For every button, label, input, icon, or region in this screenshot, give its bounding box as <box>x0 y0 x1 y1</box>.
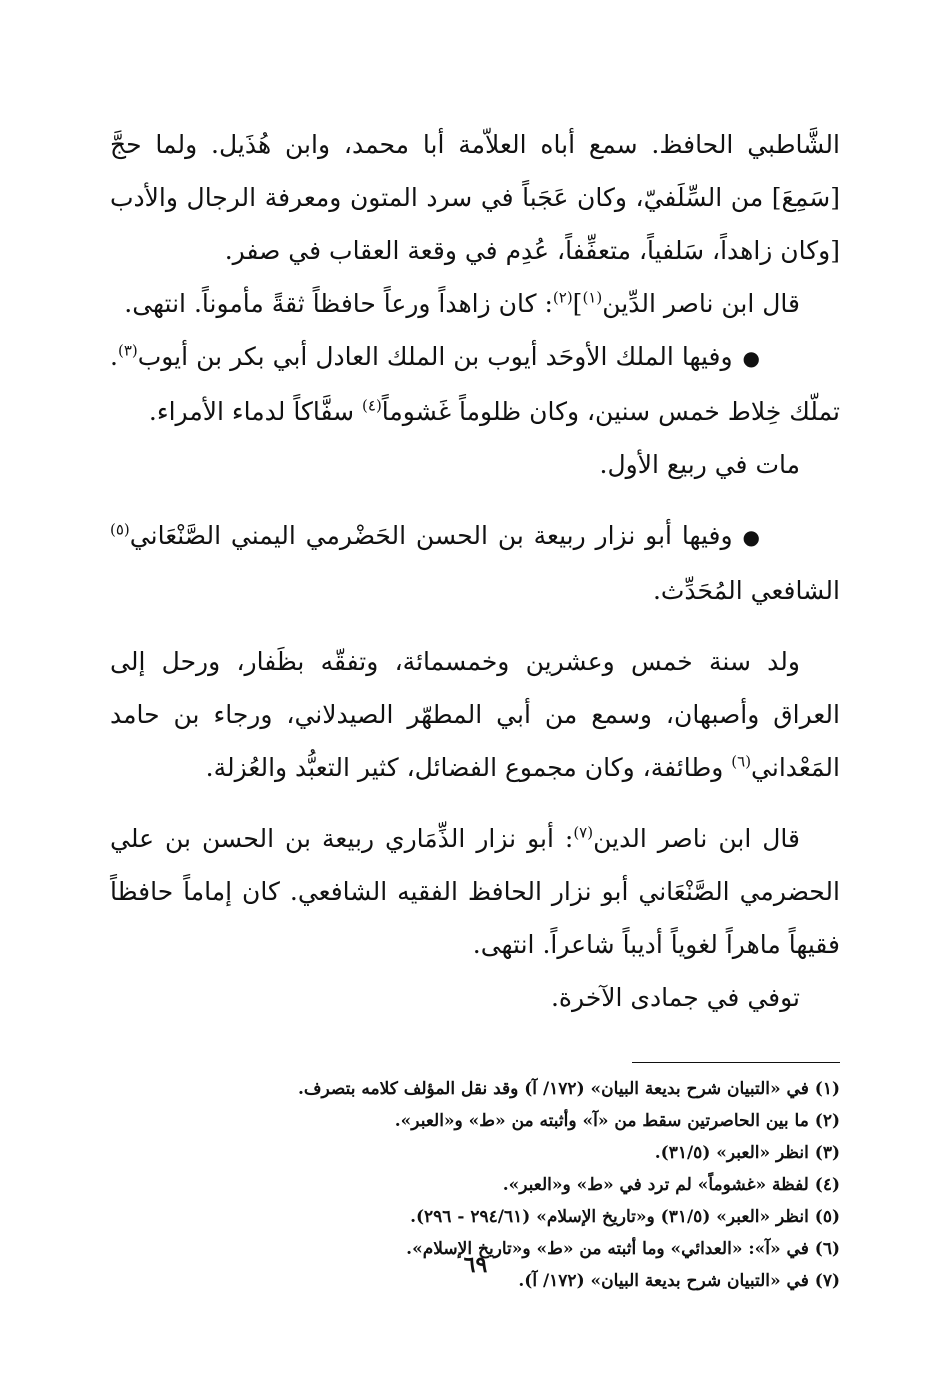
paragraph-text: الشَّاطبي الحافظ. سمع أباه العلاّمة أبا محمد، وابن هُذَيل. ولما حجَّ [سَمِعَ] من السِّلَفيّ، وكان عَجَباً في سرد المتون ومعرفة الرجال والأدب [وكان زاهداً، سَلفياً، متعفِّفاً، عُدِم في وقعة العقاب في صفر. <box>110 130 840 265</box>
footnote-ref: (٧) <box>573 823 594 842</box>
bracket-text: ] <box>572 289 583 318</box>
paragraph-birth <box>110 635 840 794</box>
footnote-7: (٧) في «التبيان شرح بديعة البيان» (١٧٢/ آ). <box>518 1271 840 1291</box>
paragraph-text: : أبو نزار الذِّمَاري ربيعة بن الحسن بن علي الحضرمي الصَّنْعَاني أبو نزار الحافظ الفقيه الشافعي. كان إماماً حافظاً فقيهاً ماهراً لغوياً أديباً شاعراً. انتهى. <box>110 824 840 959</box>
footnote-ref: (٥) <box>110 520 130 539</box>
paragraph-text: وطائفة، وكان مجموع الفضائل، كثير التعبُّد والعُزلة. <box>205 753 732 782</box>
footnote-ref: (١) <box>582 288 603 307</box>
footnote-3: (٣) انظر «العبر» (٣١/٥). <box>654 1143 840 1163</box>
footnote-ref: (٢) <box>552 288 573 307</box>
footnote-5: (٥) انظر «العبر» (٣١/٥) و«تاريخ الإسلام» (٢٩٤/٦١ - ٢٩٦). <box>410 1207 840 1227</box>
footnote-6: (٦) في «آ»: «العدائي» وما أثبته من «ط» و«تاريخ الإسلام». <box>406 1239 840 1259</box>
paragraph-text: الشافعي المُحَدِّث. <box>652 576 840 605</box>
paragraph-awhad <box>110 330 840 438</box>
paragraph-text: . تملّك خِلاط خمس سنين، وكان ظلوماً غَشوماً <box>110 342 840 426</box>
bullet-icon: ● <box>742 525 760 549</box>
footnote-4: (٤) لفظة «غشوماً» لم ترد في «ط» و«العبر». <box>502 1175 840 1195</box>
footnote-ref: (٣) <box>117 341 138 360</box>
paragraph-text: قال ابن ناصر الدين <box>593 824 800 853</box>
footnote-ref: (٦) <box>731 752 752 771</box>
paragraph-quote-2 <box>110 812 840 971</box>
paragraph-text: : كان زاهداً ورعاً حافظاً ثقةً مأموناً. انتهى. <box>124 289 553 318</box>
footnote-2: (٢) ما بين الحاصرتين سقط من «آ» وأثبته من «ط» و«العبر». <box>394 1111 840 1131</box>
bullet-icon: ● <box>742 346 760 370</box>
footnote-1: (١) في «التبيان شرح بديعة البيان» (١٧٢/ آ) وقد نقل المؤلف كلامه بتصرف. <box>297 1079 840 1099</box>
paragraph-death-1 <box>110 438 840 491</box>
paragraph-quote-1 <box>110 277 840 330</box>
main-text <box>110 118 840 1024</box>
paragraph-text: قال ابن ناصر الدِّين <box>602 289 800 318</box>
footnote-ref: (٤) <box>362 396 382 415</box>
paragraph-abu-nizar <box>110 509 840 617</box>
paragraph-text: وفيها أبو نزار ربيعة بن الحسن الحَضْرمي اليمني الصَّنْعَاني <box>129 521 733 550</box>
paragraph-text: ولد سنة خمس وعشرين وخمسمائة، وتفقّه بظَفار، ورحل إلى العراق وأصبهان، وسمع من أبي المطهّر الصيدلاني، ورجاء بن حامد المَعْداني <box>110 647 840 782</box>
paragraph-shatibi <box>110 118 840 277</box>
paragraph-text: توفي في جمادى الآخرة. <box>550 983 800 1012</box>
page-number: ٦٩ <box>463 1252 488 1278</box>
paragraph-death-2 <box>110 971 840 1024</box>
footnote-divider <box>632 1062 840 1063</box>
paragraph-text: مات في ربيع الأول. <box>599 450 800 479</box>
paragraph-text: سفَّاكاً لدماء الأمراء. <box>148 397 363 426</box>
page-content <box>110 118 840 1291</box>
paragraph-text: وفيها الملك الأوحَد أيوب بن الملك العادل أبي بكر بن أيوب <box>137 342 733 371</box>
